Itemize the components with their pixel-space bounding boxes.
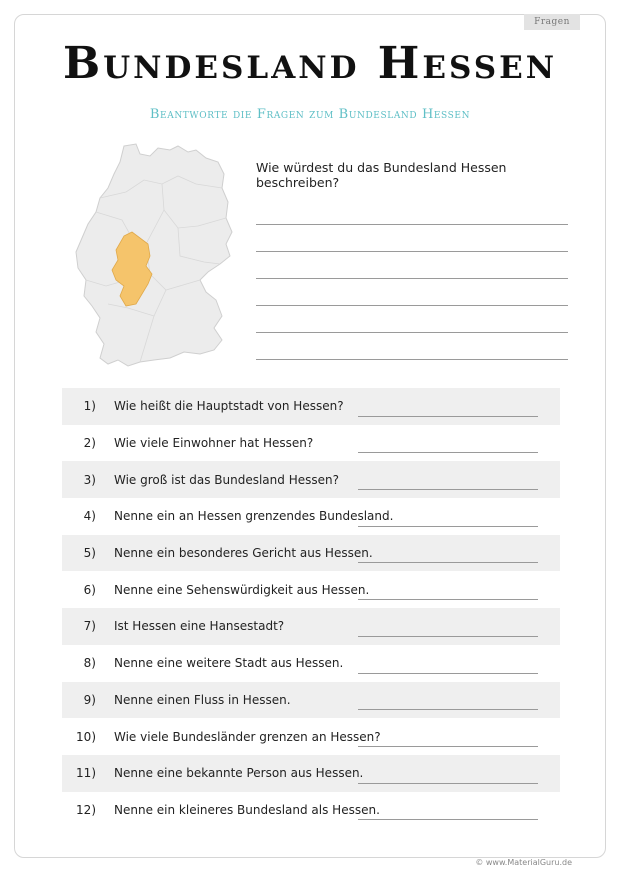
answer-line[interactable] — [358, 746, 538, 747]
question-row — [62, 792, 560, 829]
question-number: 11) — [76, 766, 96, 781]
writing-line[interactable] — [256, 224, 568, 225]
question-row — [62, 608, 560, 645]
question-text: Ist Hessen eine Hansestadt? — [114, 619, 285, 634]
question-row — [62, 425, 560, 462]
question-number: 4) — [83, 509, 96, 524]
germany-outline — [76, 144, 232, 366]
question-text: Nenne ein kleineres Bundesland als Hessen. — [114, 802, 380, 817]
question-number: 3) — [83, 472, 96, 487]
question-number: 2) — [83, 436, 96, 451]
question-row — [62, 388, 560, 425]
question-row — [62, 571, 560, 608]
answer-line[interactable] — [358, 673, 538, 674]
answer-line[interactable] — [358, 783, 538, 784]
answer-line[interactable] — [358, 599, 538, 600]
question-text: Nenne einen Fluss in Hessen. — [114, 692, 291, 707]
question-text: Wie heißt die Hauptstadt von Hessen? — [114, 399, 344, 414]
question-text: Nenne eine Sehenswürdigkeit aus Hessen. — [114, 582, 370, 597]
question-row — [62, 461, 560, 498]
question-number: 9) — [83, 692, 96, 707]
question-row — [62, 755, 560, 792]
answer-line[interactable] — [358, 416, 538, 417]
question-number: 7) — [83, 619, 96, 634]
answer-line[interactable] — [358, 636, 538, 637]
answer-line[interactable] — [358, 709, 538, 710]
question-text: Nenne eine bekannte Person aus Hessen. — [114, 766, 364, 781]
answer-line[interactable] — [358, 819, 538, 820]
writing-line[interactable] — [256, 332, 568, 333]
germany-map — [66, 140, 250, 372]
question-row — [62, 535, 560, 572]
category-tag: Fragen — [524, 14, 580, 30]
answer-line[interactable] — [358, 562, 538, 563]
question-text: Nenne ein an Hessen grenzendes Bundesland. — [114, 509, 394, 524]
question-row — [62, 682, 560, 719]
question-text: Wie viele Einwohner hat Hessen? — [114, 436, 314, 451]
page-title: Bundesland Hessen — [62, 38, 558, 89]
question-text: Wie groß ist das Bundesland Hessen? — [114, 472, 339, 487]
answer-line[interactable] — [358, 452, 538, 453]
copyright-footer: © www.MaterialGuru.de — [475, 858, 572, 867]
answer-line[interactable] — [358, 489, 538, 490]
question-number: 8) — [83, 656, 96, 671]
describe-section — [256, 160, 568, 360]
question-number: 12) — [76, 802, 96, 817]
question-number: 5) — [83, 546, 96, 561]
page-subtitle: Beantworte die Fragen zum Bundesland Hessen — [149, 107, 471, 122]
question-number: 1) — [83, 399, 96, 414]
question-text: Nenne eine weitere Stadt aus Hessen. — [114, 656, 344, 671]
question-number: 10) — [76, 729, 96, 744]
writing-line[interactable] — [256, 359, 568, 360]
question-text: Wie viele Bundesländer grenzen an Hessen? — [114, 729, 381, 744]
question-row — [62, 498, 560, 535]
writing-line[interactable] — [256, 278, 568, 279]
question-row — [62, 645, 560, 682]
describe-question: Wie würdest du das Bundesland Hessen beschreiben? — [256, 160, 507, 190]
writing-line[interactable] — [256, 251, 568, 252]
question-text: Nenne ein besonderes Gericht aus Hessen. — [114, 546, 373, 561]
question-row — [62, 718, 560, 755]
writing-line[interactable] — [256, 305, 568, 306]
question-number: 6) — [83, 582, 96, 597]
answer-line[interactable] — [358, 526, 538, 527]
question-list — [62, 388, 560, 828]
